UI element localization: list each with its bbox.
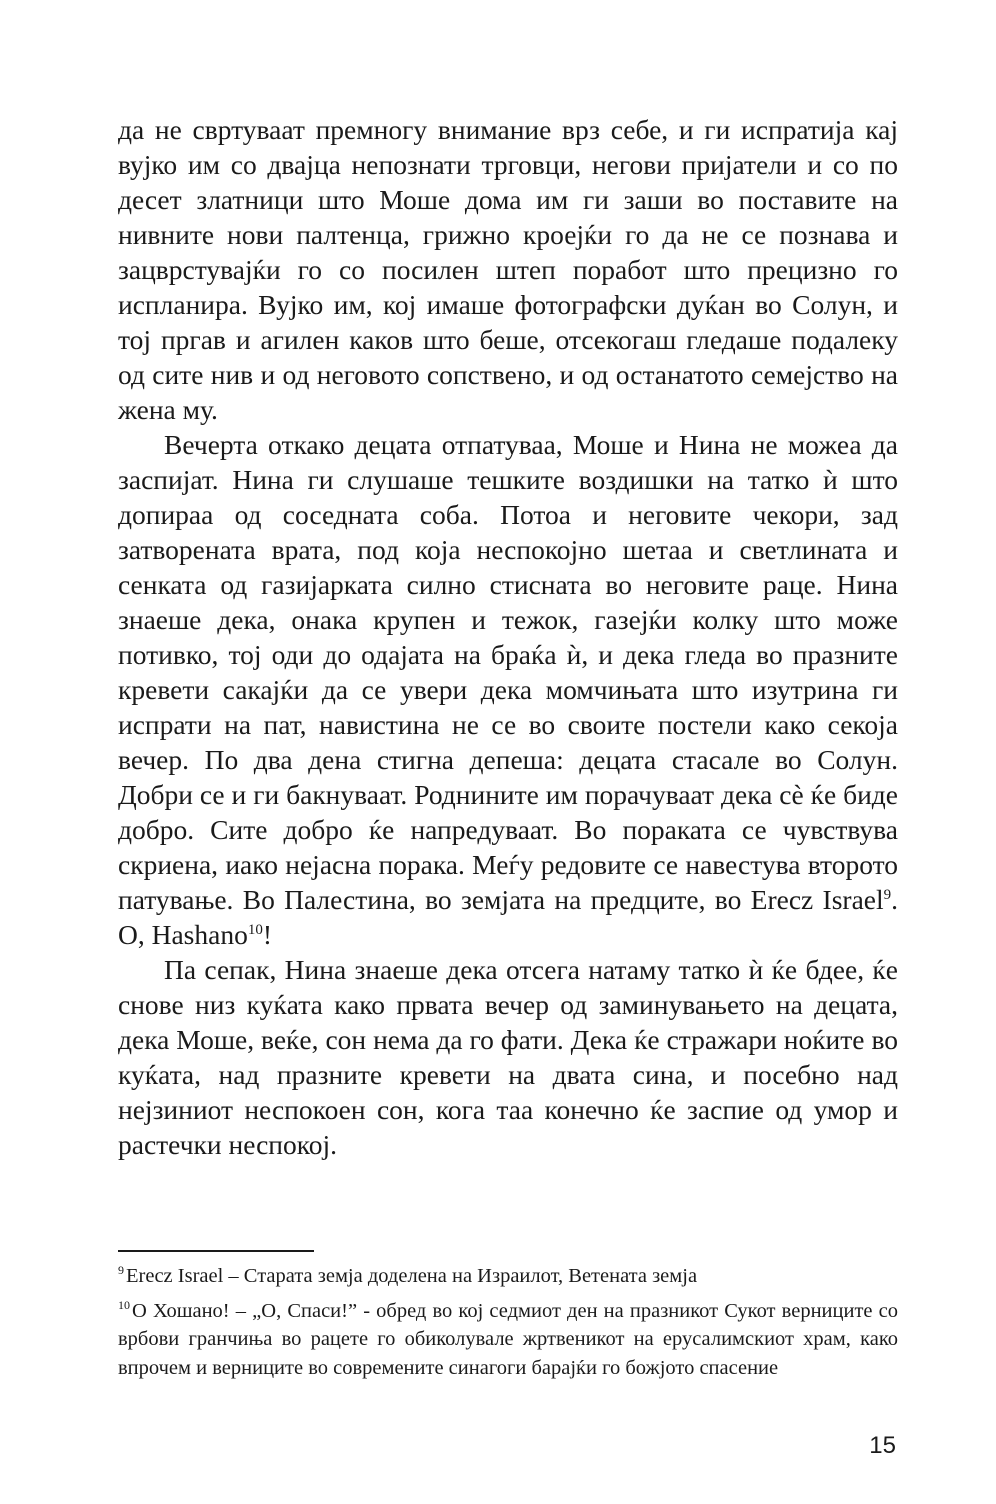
- footnotes: [118, 1262, 898, 1388]
- footnote-number: 9: [118, 1263, 124, 1278]
- footnote-10: [118, 1297, 898, 1383]
- footnote-text: О Хошано! – „О, Спаси!” - обред во кој седмиот ден на празникот Сукот верниците со врбови гранчиња во рацете го обиколувале жртвеникот на ерусалимскиот храм, како впрочем и верниците во современите синагоги барајќи го божјото спасение: [118, 1299, 898, 1379]
- footnote-text: Erecz Israel – Старата земја доделена на Израилот, Ветената земја: [126, 1265, 698, 1287]
- paragraph-3: Па сепак, Нина знаеше дека отсега натаму татко ѝ ќе бдее, ќе снове низ куќата како првата вечер од заминувањето на децата, дека Моше, веќе, сон нема да го фати. Дека ќе стражари ноќите во куќата, над празните кревети на двата сина, и посебно над нејзиниот неспокоен сон, кога таа конечно ќе заспие од умор и растечки неспокој.: [118, 954, 898, 1160]
- paragraph-2-text-middle: . O, Hashano: [118, 884, 898, 950]
- paragraph-1: да не свртуваат премногу внимание врз себе, и ги испратија кај вујко им со двајца непознати трговци, негови пријатели и со по десет златници што Моше дома им ги заши во поставите на нивните нови палтенца, грижно кроејќи го да не се познава и зацврстувајќи го со посилен штеп поработ што прецизно го испланира. Вујко им, кој имаше фотографски дуќан во Солун, и тој пргав и агилен каков што беше, отсекогаш гледаше подалеку од сите нив и од неговото сопствено, и од останатото семејство на жена му.: [118, 114, 898, 425]
- footnote-divider: [118, 1250, 314, 1252]
- footnote-ref-10[interactable]: 10: [247, 921, 263, 938]
- paragraph-2-text: Вечерта откако децата отпатуваа, Моше и Нина не можеа да заспијат. Нина ги слушаше тешките воздишки на татко ѝ што допираа од соседната соба. Потоа и неговите чекори, зад затворената врата, под која неспокојно шетаа и светлината и сенката од газијарката силно стисната во неговите раце. Нина знаеше дека, онака крупен и тежок, газејќи колку што може потивко, тој оди до одајата на браќа ѝ, и дека гледа во празните кревети сакајќи да се увери дека момчињата што изутрина ги испрати на пат, навистина не се во своите постели како секоја вечер. По два дена стигна депеша: децата стасале во Солун. Добри се и ги бакнуваат. Роднините им порачуваат дека сè ќе биде добро. Сите добро ќе напредуваат. Во пораката се чувствува скриена, иако нејасна порака. Меѓу редовите се навестува второто патување. Во Палестина, во земјата на предците, во Erecz Israel: [118, 429, 898, 915]
- page-number: 15: [869, 1432, 896, 1459]
- paragraph-2: [118, 427, 898, 952]
- footnote-number: 10: [118, 1297, 130, 1312]
- page-body: [118, 112, 898, 1162]
- footnote-9: [118, 1262, 898, 1291]
- paragraph-2-text-end: !: [262, 919, 273, 950]
- footnote-ref-9[interactable]: 9: [883, 886, 892, 903]
